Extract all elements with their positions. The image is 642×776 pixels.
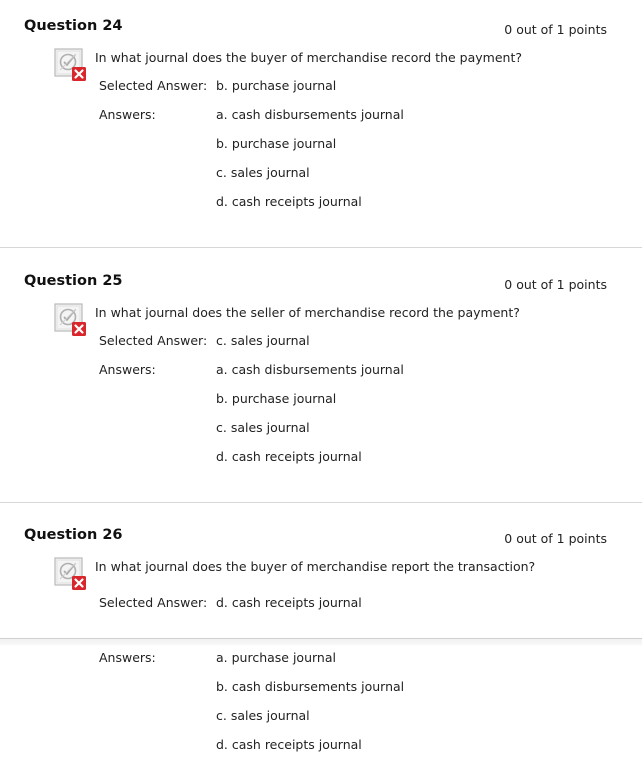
incorrect-answer-icon <box>54 48 90 84</box>
question-points: 0 out of 1 points <box>504 531 607 546</box>
answers-label: Answers: <box>99 107 156 122</box>
question-points: 0 out of 1 points <box>504 22 607 37</box>
question-title: Question 26 <box>24 527 123 543</box>
selected-answer-value: b. purchase journal <box>216 78 337 93</box>
answer-option-c: c. sales journal <box>216 420 310 435</box>
answer-option-b: b. purchase journal <box>216 391 337 406</box>
answer-option-b: b. purchase journal <box>216 136 337 151</box>
selected-answer-value: d. cash receipts journal <box>216 595 362 610</box>
question-divider <box>0 247 642 248</box>
question-text: In what journal does the buyer of merchandise record the payment? <box>95 50 522 65</box>
selected-answer-label: Selected Answer: <box>99 333 208 348</box>
answer-option-a: a. cash disbursements journal <box>216 107 404 122</box>
answer-option-c: c. sales journal <box>216 165 310 180</box>
answer-option-a: a. purchase journal <box>216 650 336 665</box>
answer-option-b: b. cash disbursements journal <box>216 679 405 694</box>
answer-option-a: a. cash disbursements journal <box>216 362 404 377</box>
question-divider <box>0 502 642 503</box>
answer-option-d: d. cash receipts journal <box>216 194 362 209</box>
question-text: In what journal does the buyer of merchandise report the transaction? <box>95 559 536 574</box>
page-break-divider <box>0 638 642 646</box>
question-title: Question 24 <box>24 18 123 34</box>
selected-answer-label: Selected Answer: <box>99 78 208 93</box>
answers-label: Answers: <box>99 650 156 665</box>
answer-option-d: d. cash receipts journal <box>216 737 362 752</box>
question-title: Question 25 <box>24 273 123 289</box>
answer-option-c: c. sales journal <box>216 708 310 723</box>
incorrect-answer-icon <box>54 303 90 339</box>
selected-answer-value: c. sales journal <box>216 333 310 348</box>
selected-answer-label: Selected Answer: <box>99 595 208 610</box>
answers-label: Answers: <box>99 362 156 377</box>
incorrect-answer-icon <box>54 557 90 593</box>
answer-option-d: d. cash receipts journal <box>216 449 362 464</box>
question-text: In what journal does the seller of merchandise record the payment? <box>95 305 520 320</box>
question-points: 0 out of 1 points <box>504 277 607 292</box>
